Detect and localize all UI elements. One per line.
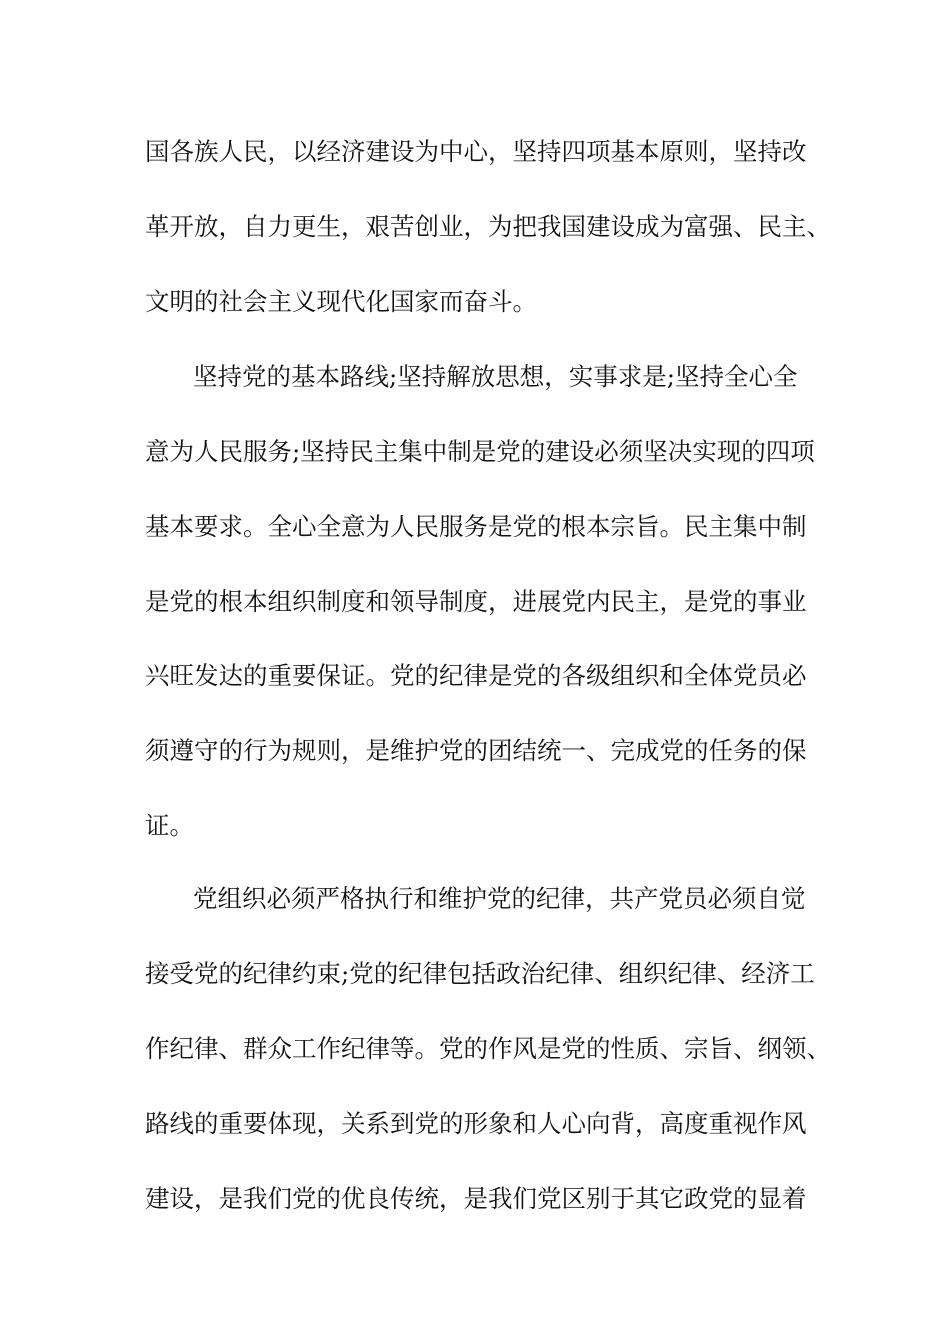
text-line: 须遵守的行为规则，是维护党的团结统一、完成党的任务的保 xyxy=(145,736,807,765)
text-line: 革开放，自力更生，艰苦创业，为把我国建设成为富强、民主、 xyxy=(145,212,831,241)
text-line: 建设，是我们党的优良传统，是我们党区别于其它政党的显着 xyxy=(145,1184,807,1213)
text-line: 路线的重要体现，关系到党的形象和人心向背，高度重视作风 xyxy=(145,1109,807,1138)
text-line: 国各族人民，以经济建设为中心，坚持四项基本原则，坚持改 xyxy=(145,137,807,166)
text-line: 意为人民服务;坚持民主集中制是党的建设必须坚决实现的四项 xyxy=(145,437,815,466)
paragraph-start-line: 党组织必须严格执行和维护党的纪律，共产党员必须自觉 xyxy=(193,884,806,913)
paragraph-start-line: 坚持党的基本路线;坚持解放思想，实事求是;坚持全心全 xyxy=(193,362,798,391)
text-line: 证。 xyxy=(145,811,194,840)
text-line: 是党的根本组织制度和领导制度，进展党内民主，是党的事业 xyxy=(145,587,807,616)
text-line: 兴旺发达的重要保证。党的纪律是党的各级组织和全体党员必 xyxy=(145,661,807,690)
text-line: 文明的社会主义现代化国家而奋斗。 xyxy=(145,287,537,316)
text-line: 基本要求。全心全意为人民服务是党的根本宗旨。民主集中制 xyxy=(145,512,807,541)
text-line: 作纪律、群众工作纪律等。党的作风是党的性质、宗旨、纲领、 xyxy=(145,1034,831,1063)
text-line: 接受党的纪律约束;党的纪律包括政治纪律、组织纪律、经济工 xyxy=(145,959,815,988)
